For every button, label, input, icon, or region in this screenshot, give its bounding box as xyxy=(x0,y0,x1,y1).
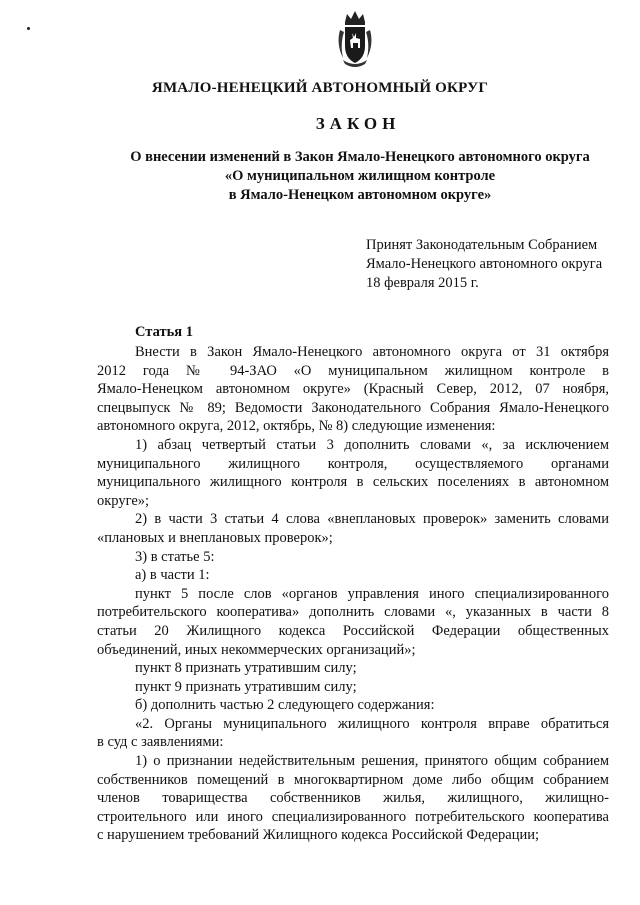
body-line: «плановых и внеплановых проверок»; xyxy=(97,529,333,546)
body-line: а) в части 1: xyxy=(135,567,210,584)
body-line: б) дополнить частью 2 следующего содержания: xyxy=(135,697,435,714)
body-line: потребительского кооператива» дополнить словами «, указанных в части 8 xyxy=(97,604,609,621)
coat-of-arms-emblem-icon xyxy=(335,8,375,68)
adoption-note xyxy=(366,236,602,293)
law-subject-title xyxy=(100,148,620,205)
body-line: членов товарищества собственников жилья, жилищного, жилищно- xyxy=(97,790,609,807)
adoption-line: Принят Законодательным Собранием xyxy=(366,237,598,253)
body-line: пункт 8 признать утратившим силу; xyxy=(135,660,357,677)
body-line: собственников помещений в многоквартирном доме либо общим собранием xyxy=(97,771,609,788)
body-line: Внести в Закон Ямало-Ненецкого автономного округа от 31 октября xyxy=(135,344,609,360)
subject-line: в Ямало-Ненецком автономном округе» xyxy=(228,187,492,203)
region-heading: ЯМАЛО-НЕНЕЦКИЙ АВТОНОМНЫЙ ОКРУГ xyxy=(151,80,489,96)
body-line: 1) о признании недействительным решения, принятого общим собранием xyxy=(135,753,609,770)
body-line: муниципального жилищного контроля, осуществляемого органами xyxy=(97,455,609,472)
body-line: округе»; xyxy=(97,492,150,509)
body-line: 1) абзац четвертый статьи 3 дополнить словами «, за исключением xyxy=(135,436,609,453)
adoption-line: 18 февраля 2015 г. xyxy=(366,275,479,291)
body-line: в суд с заявлениями: xyxy=(97,734,224,751)
article-title: Статья 1 xyxy=(135,324,193,340)
article-body xyxy=(97,343,609,845)
body-line: автономного округа, 2012, октябрь, № 8) следующие изменения: xyxy=(97,418,496,435)
body-line: статьи 20 Жилищного кодекса Российской Федерации общественных xyxy=(97,622,609,639)
subject-line: О внесении изменений в Закон Ямало-Ненецкого автономного округа xyxy=(130,149,590,165)
body-line: спецвыпуск № 89; Ведомости Законодательного Собрания Ямало-Ненецкого xyxy=(97,399,609,416)
body-line: пункт 5 после слов «органов управления иного специализированного xyxy=(135,585,609,602)
body-line: 2) в части 3 статьи 4 слова «внеплановых проверок» заменить словами xyxy=(135,511,609,528)
subject-line: «О муниципальном жилищном контроле xyxy=(224,168,496,184)
body-line: муниципального жилищного контроля в сельских поселениях в автономном xyxy=(97,474,609,491)
body-line: 2012 года № 94-ЗАО «О муниципальном жилищном контроле в xyxy=(97,362,609,379)
body-line: «2. Органы муниципального жилищного контроля вправе обратиться xyxy=(135,715,609,732)
scan-speck xyxy=(27,27,30,30)
body-line: объединений, иных некоммерческих организаций»; xyxy=(97,641,416,658)
body-line: строительного или иного специализированного потребительского кооператива xyxy=(97,808,609,825)
document-type-title: ЗАКОН xyxy=(315,114,401,133)
body-line: пункт 9 признать утратившим силу; xyxy=(135,678,357,695)
body-line: с нарушением требований Жилищного кодекса Российской Федерации; xyxy=(97,827,540,844)
body-line: Ямало-Ненецком автономном округе» (Красный Север, 2012, 07 ноября, xyxy=(97,381,609,398)
body-line: 3) в статье 5: xyxy=(135,548,215,565)
adoption-line: Ямало-Ненецкого автономного округа xyxy=(366,256,603,272)
